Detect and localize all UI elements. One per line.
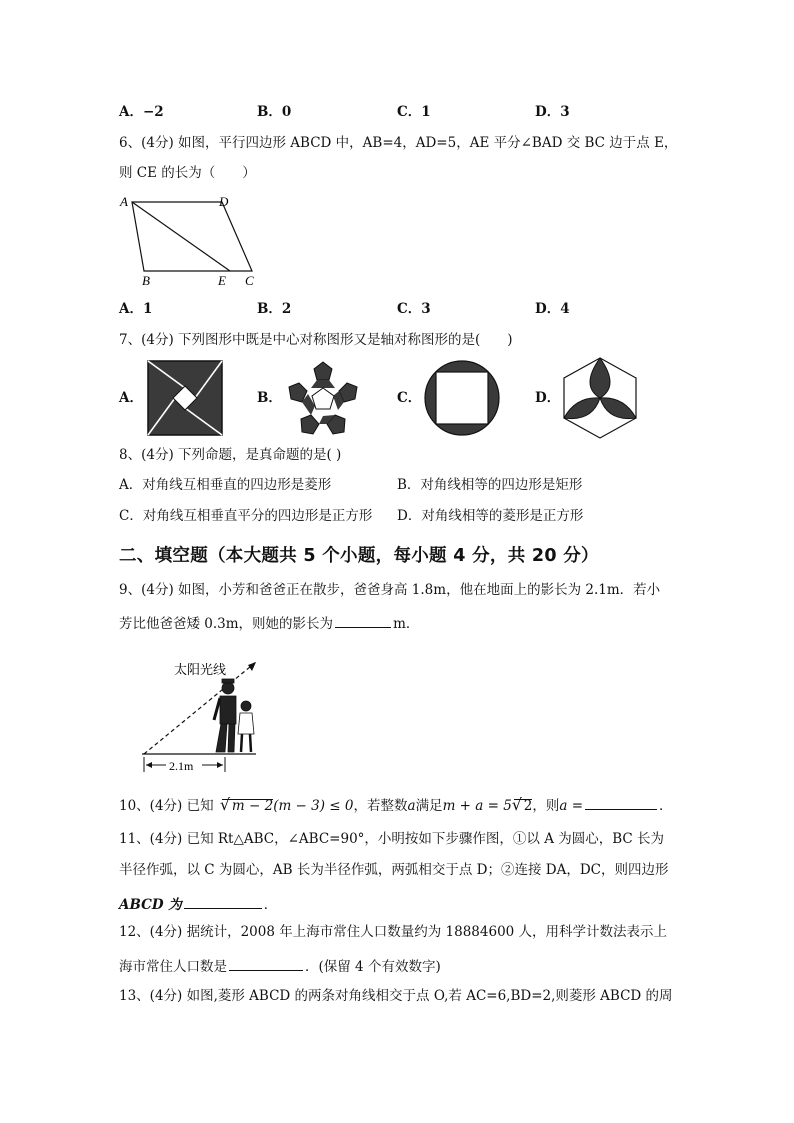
q5-option-b: B．0: [257, 104, 292, 120]
q13-stem-line1: 13、(4分) 如图,菱形 ABCD 的两条对角线相交于点 O,若 AC=6,BD=2,则菱形 ABCD 的周: [119, 988, 673, 1004]
q5-option-c: C．1: [397, 104, 431, 120]
q11-stem-line2: 半径作弧，以 C 为圆心，AB 长为半径作弧，两弧相交于点 D；②连接 DA，DC，则四边形: [119, 862, 669, 878]
q7-option-a-label: A．: [119, 390, 143, 406]
q6-stem-line2: 则 CE 的长为（ ）: [119, 165, 256, 181]
q8-option-c: C．对角线互相垂直平分的四边形是正方形: [119, 508, 373, 524]
q8-option-b: B．对角线相等的四边形是矩形: [397, 477, 583, 493]
q5-option-d: D．3: [535, 104, 570, 120]
label-b: B: [142, 273, 150, 288]
label-e: E: [218, 273, 226, 288]
q11-stem-line3: ABCD 为 ．: [119, 897, 278, 913]
pentagon-flower-figure: [283, 358, 363, 438]
q8-stem: 8、(4分) 下列命题，是真命题的是( ): [119, 447, 342, 463]
section-2-heading: 二、填空题（本大题共 5 个小题，每小题 4 分，共 20 分）: [119, 546, 599, 566]
q9-answer-blank[interactable]: [335, 614, 391, 628]
sqrt-expression: √ m − 2: [219, 795, 274, 814]
q7-option-d-label: D．: [535, 390, 561, 406]
label-c: C: [245, 273, 254, 288]
q6-option-c: C．3: [397, 301, 431, 317]
square-pinwheel-figure: [147, 360, 223, 436]
parallelogram-figure: [115, 192, 265, 292]
q9-stem-line1: 9、(4分) 如图，小芳和爸爸正在散步，爸爸身高 1.8m，他在地面上的影长为 2.1m．若小: [119, 582, 661, 598]
label-d: D: [219, 194, 229, 209]
q6-option-a: A．1: [119, 301, 153, 317]
q6-option-d: D．4: [535, 301, 570, 317]
q12-stem-line1: 12、(4分) 据统计，2008 年上海市常住人口数量约为 18884600 人，用科学计数法表示上: [119, 924, 668, 940]
q6-stem-line1: 6、(4分) 如图，平行四边形 ABCD 中，AB=4，AD=5，AE 平分∠BAD 交 BC 边于点 E，: [119, 135, 678, 151]
daughter-figure: [238, 701, 254, 752]
q6-option-b: B．2: [257, 301, 292, 317]
q7-option-b-label: B．: [257, 390, 282, 406]
q7-option-c-label: C．: [397, 390, 422, 406]
q10-answer-blank[interactable]: [585, 796, 657, 810]
circle-square-figure: [424, 360, 500, 436]
q7-stem: 7、(4分) 下列图形中既是中心对称图形又是轴对称图形的是( ): [119, 332, 513, 348]
q9-stem-line2: 芳比他爸爸矮 0.3m，则她的影长为 m．: [119, 616, 420, 632]
q8-option-d: D．对角线相等的菱形是正方形: [397, 508, 584, 524]
shadow-figure: [136, 644, 266, 774]
q11-answer-blank[interactable]: [184, 895, 262, 909]
sun-ray-label: 太阳光线: [174, 663, 227, 678]
father-figure: [214, 679, 236, 752]
q11-stem-line1: 11、(4分) 已知 Rt△ABC，∠ABC=90°，小明按如下步骤作图，①以 A 为圆心，BC 长为: [119, 831, 665, 847]
hexagon-petals-figure: [562, 356, 638, 440]
q8-option-a: A．对角线互相垂直的四边形是菱形: [119, 477, 332, 493]
shadow-length-label: 2.1m: [169, 759, 194, 773]
q5-option-a: A．−2: [119, 104, 164, 120]
q12-answer-blank[interactable]: [229, 957, 303, 971]
q10-stem: 10、(4分) 已知 √ m − 2(m − 3) ≤ 0，若整数a满足m + a = 5 √ 2，则a = ．: [119, 795, 673, 814]
q12-stem-line2: 海市常住人口数是 ．(保留 4 个有效数字): [119, 959, 441, 975]
label-a: A: [120, 194, 128, 209]
